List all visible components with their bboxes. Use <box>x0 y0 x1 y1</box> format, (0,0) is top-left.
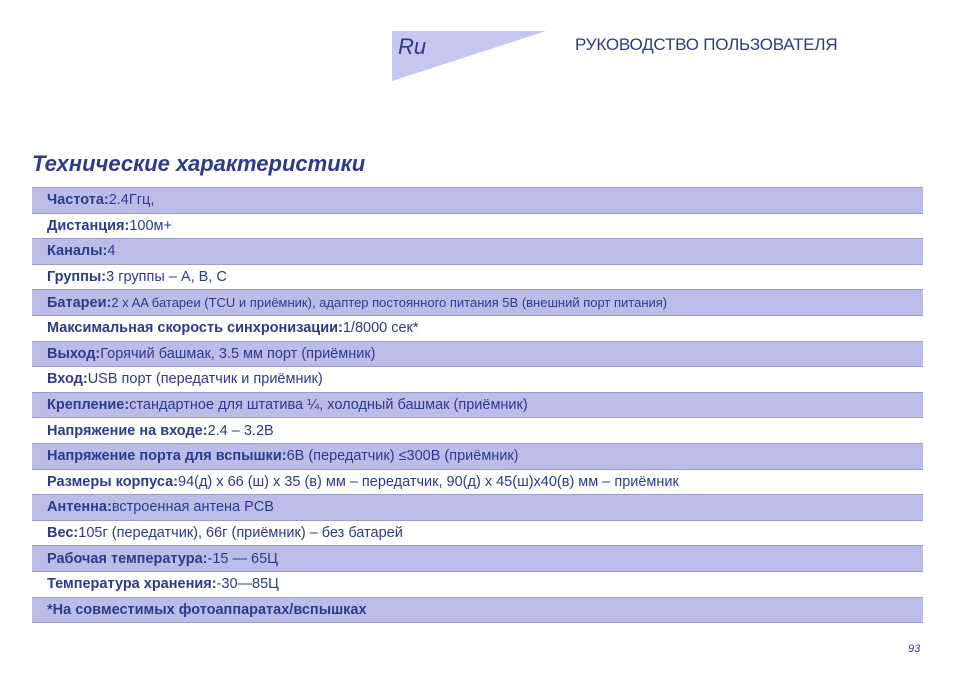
spec-row-footnote <box>32 598 923 624</box>
spec-label: Напряжение порта для вспышки: <box>47 448 287 465</box>
spec-row-frequency <box>32 188 923 214</box>
spec-label: Антенна: <box>47 499 112 516</box>
spec-label: Напряжение на входе: <box>47 422 208 439</box>
spec-label: Температура хранения: <box>47 576 217 593</box>
spec-label: Каналы: <box>47 243 108 260</box>
spec-value: USB порт (передатчик и приёмник) <box>87 371 323 388</box>
spec-label: Крепление: <box>47 397 130 414</box>
spec-label: Батареи: <box>47 294 112 311</box>
spec-value: 1/8000 сек* <box>342 320 419 337</box>
spec-table <box>32 187 923 623</box>
spec-row-dimensions <box>32 470 923 496</box>
spec-row-channels <box>32 239 923 265</box>
spec-value: 105г (передатчик), 66г (приёмник) – без батарей <box>78 525 403 542</box>
spec-value: 94(д) x 66 (ш) x 35 (в) мм – передатчик, 90(д) x 45(ш)x40(в) мм – приёмник <box>178 473 679 490</box>
spec-label: Размеры корпуса: <box>47 473 179 490</box>
spec-row-mount <box>32 393 923 419</box>
spec-label: Дистанция: <box>47 217 130 234</box>
spec-value: Горячий башмак, 3.5 мм порт (приёмник) <box>100 345 376 362</box>
spec-value: стандартное для штатива ¼, холодный башмак (приёмник) <box>129 397 528 414</box>
spec-footnote: *На совместимых фотоаппаратах/вспышках <box>47 601 367 618</box>
spec-value: 2 x AA батареи (TCU и приёмник), адаптер постоянного питания 5В (внешний порт питания) <box>111 295 668 311</box>
spec-value: 4 <box>107 243 116 260</box>
spec-label: Выход: <box>47 345 101 362</box>
spec-value: встроенная антена PCB <box>111 499 274 516</box>
spec-label: Группы: <box>47 269 107 286</box>
spec-label: Максимальная скорость синхронизации: <box>47 320 343 337</box>
spec-row-batteries <box>32 290 923 316</box>
spec-row-antenna <box>32 495 923 521</box>
spec-label: Вес: <box>47 525 79 542</box>
spec-value: -30—85Ц <box>216 576 279 593</box>
language-code: Ru <box>398 34 427 59</box>
spec-value: -15 — 65Ц <box>207 550 278 567</box>
spec-row-weight <box>32 521 923 547</box>
spec-row-operating-temperature <box>32 546 923 572</box>
spec-label: Вход: <box>47 371 88 388</box>
spec-row-input <box>32 367 923 393</box>
spec-value: 3 группы – A, B, C <box>106 269 227 286</box>
section-title: Технические характеристики <box>32 151 366 176</box>
spec-row-max-sync-speed <box>32 316 923 342</box>
spec-value: 2.4 – 3.2В <box>207 422 274 439</box>
language-tab <box>392 31 546 81</box>
spec-row-distance <box>32 214 923 240</box>
page-number: 93 <box>908 643 921 655</box>
spec-label: Частота: <box>47 192 109 209</box>
spec-row-flash-port-voltage <box>32 444 923 470</box>
spec-value: 2.4Ггц, <box>108 192 155 209</box>
spec-row-output <box>32 342 923 368</box>
spec-value: 6В (передатчик) ≤300В (приёмник) <box>286 448 519 465</box>
spec-row-groups <box>32 265 923 291</box>
spec-label: Рабочая температура: <box>47 550 208 567</box>
manual-title: РУКОВОДСТВО ПОЛЬЗОВАТЕЛЯ <box>575 35 838 54</box>
spec-value: 100м+ <box>129 217 172 234</box>
spec-row-storage-temperature <box>32 572 923 598</box>
spec-row-input-voltage <box>32 418 923 444</box>
